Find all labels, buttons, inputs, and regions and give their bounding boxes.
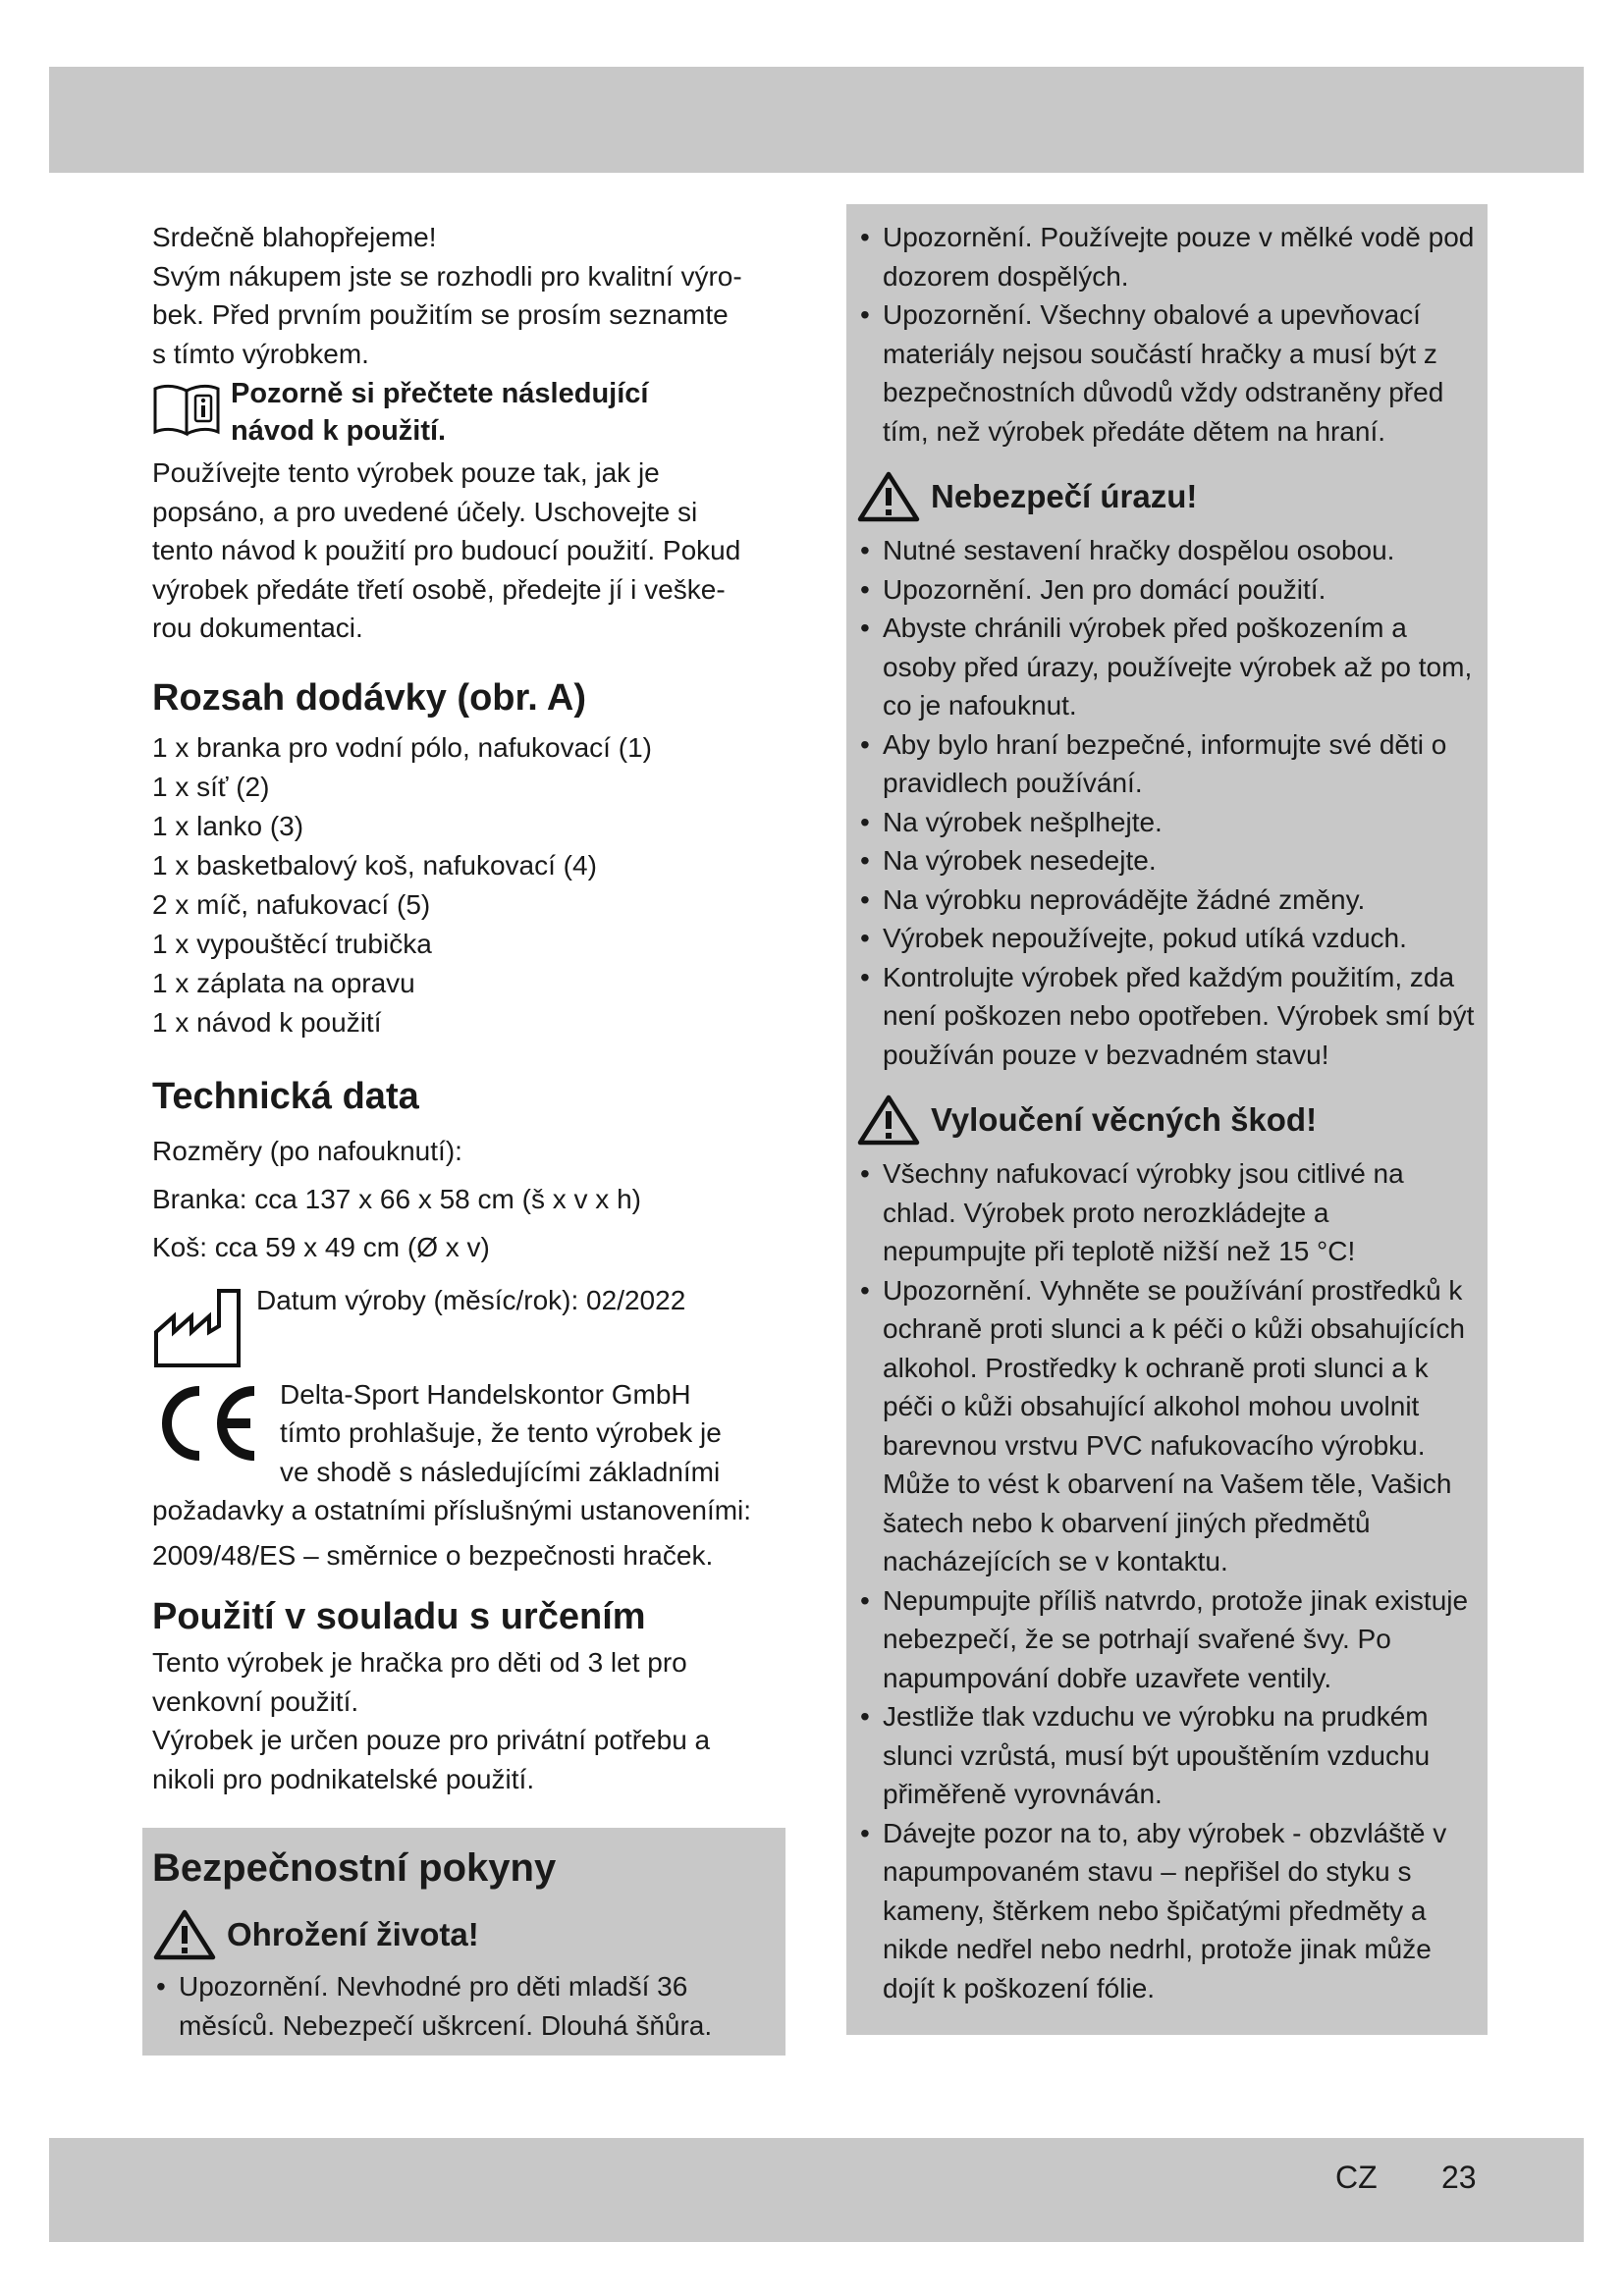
page-number: 23 [1441, 2160, 1477, 2195]
list-item: • Nutné sestavení hračky dospělou osobou. [856, 531, 1478, 570]
list-item: 2 x míč, nafukovací (5) [152, 888, 431, 920]
list-item: • Upozornění. Všechny obalové a upevňovací materiály nejsou součástí hračky a musí být z bezpečnostních důvodů vždy odstraněny před tím, než výrobek předáte dětem na hraní. [856, 295, 1478, 451]
list-item: • Jestliže tlak vzduchu ve výrobku na prudkém slunci vzrůstá, musí být upouštěním vzduchu přiměřeně vyrovnáván. [856, 1697, 1478, 1814]
list-item: • Upozornění. Používejte pouze v mělké vodě pod dozorem dospělých. [856, 218, 1478, 295]
intro-line: bek. Před prvním použitím se prosím seznamte [152, 299, 729, 330]
usage-line: Používejte tento výrobek pouze tak, jak je [152, 457, 660, 488]
read-notice [152, 375, 781, 450]
header-band [49, 67, 1584, 173]
injury-list [856, 531, 1478, 1074]
list-item: • Výrobek nepoužívejte, pokud utíká vzduch. [856, 919, 1478, 958]
list-item: • Na výrobek nešplhejte. [856, 803, 1478, 842]
left-column [152, 218, 781, 1798]
usage-line: tento návod k použití pro budoucí použití. Pokud [152, 535, 741, 565]
ce-line: Delta-Sport Handelskontor GmbH [280, 1378, 691, 1410]
hoop-dimensions: Koš: cca 59 x 49 cm (Ø x v) [152, 1231, 490, 1262]
list-item: • Aby bylo hraní bezpečné, informujte své děti o pravidlech používání. [856, 725, 1478, 803]
intended-use-line: venkovní použití. [152, 1685, 359, 1717]
production-date: Datum výroby (měsíc/rok): 02/2022 [256, 1284, 686, 1315]
list-item: • Na výrobek nesedejte. [856, 841, 1478, 881]
scope-list [152, 728, 781, 1042]
warning-triangle-icon [856, 1094, 921, 1147]
injury-title: Nebezpečí úrazu! [931, 478, 1198, 514]
tech-heading: Technická data [152, 1075, 419, 1117]
list-item: 1 x branka pro vodní pólo, nafukovací (1) [152, 731, 652, 763]
intended-use-line: nikoli pro podnikatelské použití. [152, 1763, 535, 1794]
greeting: Srdečně blahopřejeme! [152, 222, 437, 252]
danger-life-list [152, 1967, 776, 2045]
property-list [856, 1154, 1478, 2007]
list-item: • Upozornění. Nevhodné pro děti mladší 36 měsíců. Nebezpečí uškrcení. Dlouhá šňůra. [152, 1967, 776, 2045]
list-item: • Abyste chránili výrobek před poškozením a osoby před úrazy, používejte výrobek až po tom, co je nafouknut. [856, 609, 1478, 725]
property-title: Vyloučení věcných škod! [931, 1101, 1318, 1138]
warning-triangle-icon [152, 1908, 217, 1961]
danger-life-heading [152, 1908, 776, 1961]
list-item: • Nepumpujte příliš natvrdo, protože jinak existuje nebezpečí, že se potrhají svařené švy. Po napumpování dobře uzavřete ventily. [856, 1581, 1478, 1698]
list-item: 1 x basketbalový koš, nafukovací (4) [152, 849, 597, 881]
notice-line-2: návod k použití. [231, 415, 447, 447]
instruction-manual-icon [152, 381, 223, 442]
list-item: • Upozornění. Jen pro domácí použití. [856, 570, 1478, 610]
ce-continuation: požadavky a ostatními příslušnými ustanoveními: [152, 1495, 752, 1525]
intended-use-line: Tento výrobek je hračka pro děti od 3 let pro [152, 1647, 687, 1678]
notice-line-1: Pozorně si přečtete následující [231, 378, 649, 409]
footer-language-code: CZ [1335, 2160, 1378, 2195]
goal-dimensions: Branka: cca 137 x 66 x 58 cm (š x v x h) [152, 1183, 641, 1214]
list-item: 1 x záplata na opravu [152, 967, 415, 998]
list-item: 1 x lanko (3) [152, 810, 304, 841]
top-warnings [856, 218, 1478, 451]
intro-line: Svým nákupem jste se rozhodli pro kvalitní výro- [152, 260, 742, 292]
production-date-row [152, 1281, 781, 1369]
list-item: 1 x vypouštěcí trubička [152, 928, 432, 959]
safety-heading: Bezpečnostní pokyny [152, 1846, 557, 1890]
warning-triangle-icon [856, 470, 921, 523]
safety-box [142, 1828, 785, 2056]
list-item: 1 x návod k použití [152, 1006, 382, 1038]
ce-directive: 2009/48/ES – směrnice o bezpečnosti hraček. [152, 1539, 714, 1571]
intended-use-heading: Použití v souladu s určením [152, 1596, 646, 1637]
property-heading [856, 1094, 1478, 1147]
ce-declaration [152, 1375, 781, 1492]
manufacturer-factory-icon [152, 1287, 248, 1369]
list-item: • Na výrobku neprovádějte žádné změny. [856, 881, 1478, 920]
list-item: • Dávejte pozor na to, aby výrobek - obzvláště v napumpovaném stavu – nepřišel do styku s kameny, štěrkem nebo špičatými předměty a nikde nedřel nebo nedrhl, protože jinak může dojít k poškození fólie. [856, 1814, 1478, 2008]
injury-heading [856, 470, 1478, 523]
usage-line: rou dokumentaci. [152, 613, 363, 643]
tech-data [152, 1127, 781, 1271]
usage-line: popsáno, a pro uvedené účely. Uschovejte si [152, 496, 698, 527]
ce-line: tímto prohlašuje, že tento výrobek je [280, 1417, 722, 1448]
dimensions-label: Rozměry (po nafouknutí): [152, 1135, 462, 1166]
right-safety-column [846, 204, 1488, 2035]
scope-heading: Rozsah dodávky (obr. A) [152, 676, 586, 719]
list-item: • Všechny nafukovací výrobky jsou citlivé na chlad. Výrobek proto nerozkládejte a nepumpujte při teplotě nižší než 15 °C! [856, 1154, 1478, 1271]
ce-mark-icon [152, 1383, 262, 1464]
ce-line: ve shodě s následujícími základními [280, 1456, 721, 1487]
danger-life-title: Ohrožení života! [227, 1916, 479, 1952]
list-item: • Upozornění. Vyhněte se používání prostředků k ochraně proti slunci a k péči o kůži obsahujících alkohol. Prostředky k ochraně proti slunci a k péči o kůži obsahující alkohol mohou uvolnit barevnou vrstvu PVC nafukovacího výrobku. Může to vést k obarvení na Vašem těle, Vašich šatech nebo k obarvení jiných předmětů nacházejících se v kontaktu. [856, 1271, 1478, 1581]
list-item: • Kontrolujte výrobek před každým použitím, zda není poškozen nebo opotřeben. Výrobek smí být používán pouze v bezvadném stavu! [856, 958, 1478, 1075]
usage-line: výrobek předáte třetí osobě, předejte jí i veške- [152, 573, 726, 605]
intended-use-line: Výrobek je určen pouze pro privátní potřebu a [152, 1725, 711, 1755]
intro-line: s tímto výrobkem. [152, 338, 369, 369]
list-item: 1 x síť (2) [152, 771, 270, 802]
